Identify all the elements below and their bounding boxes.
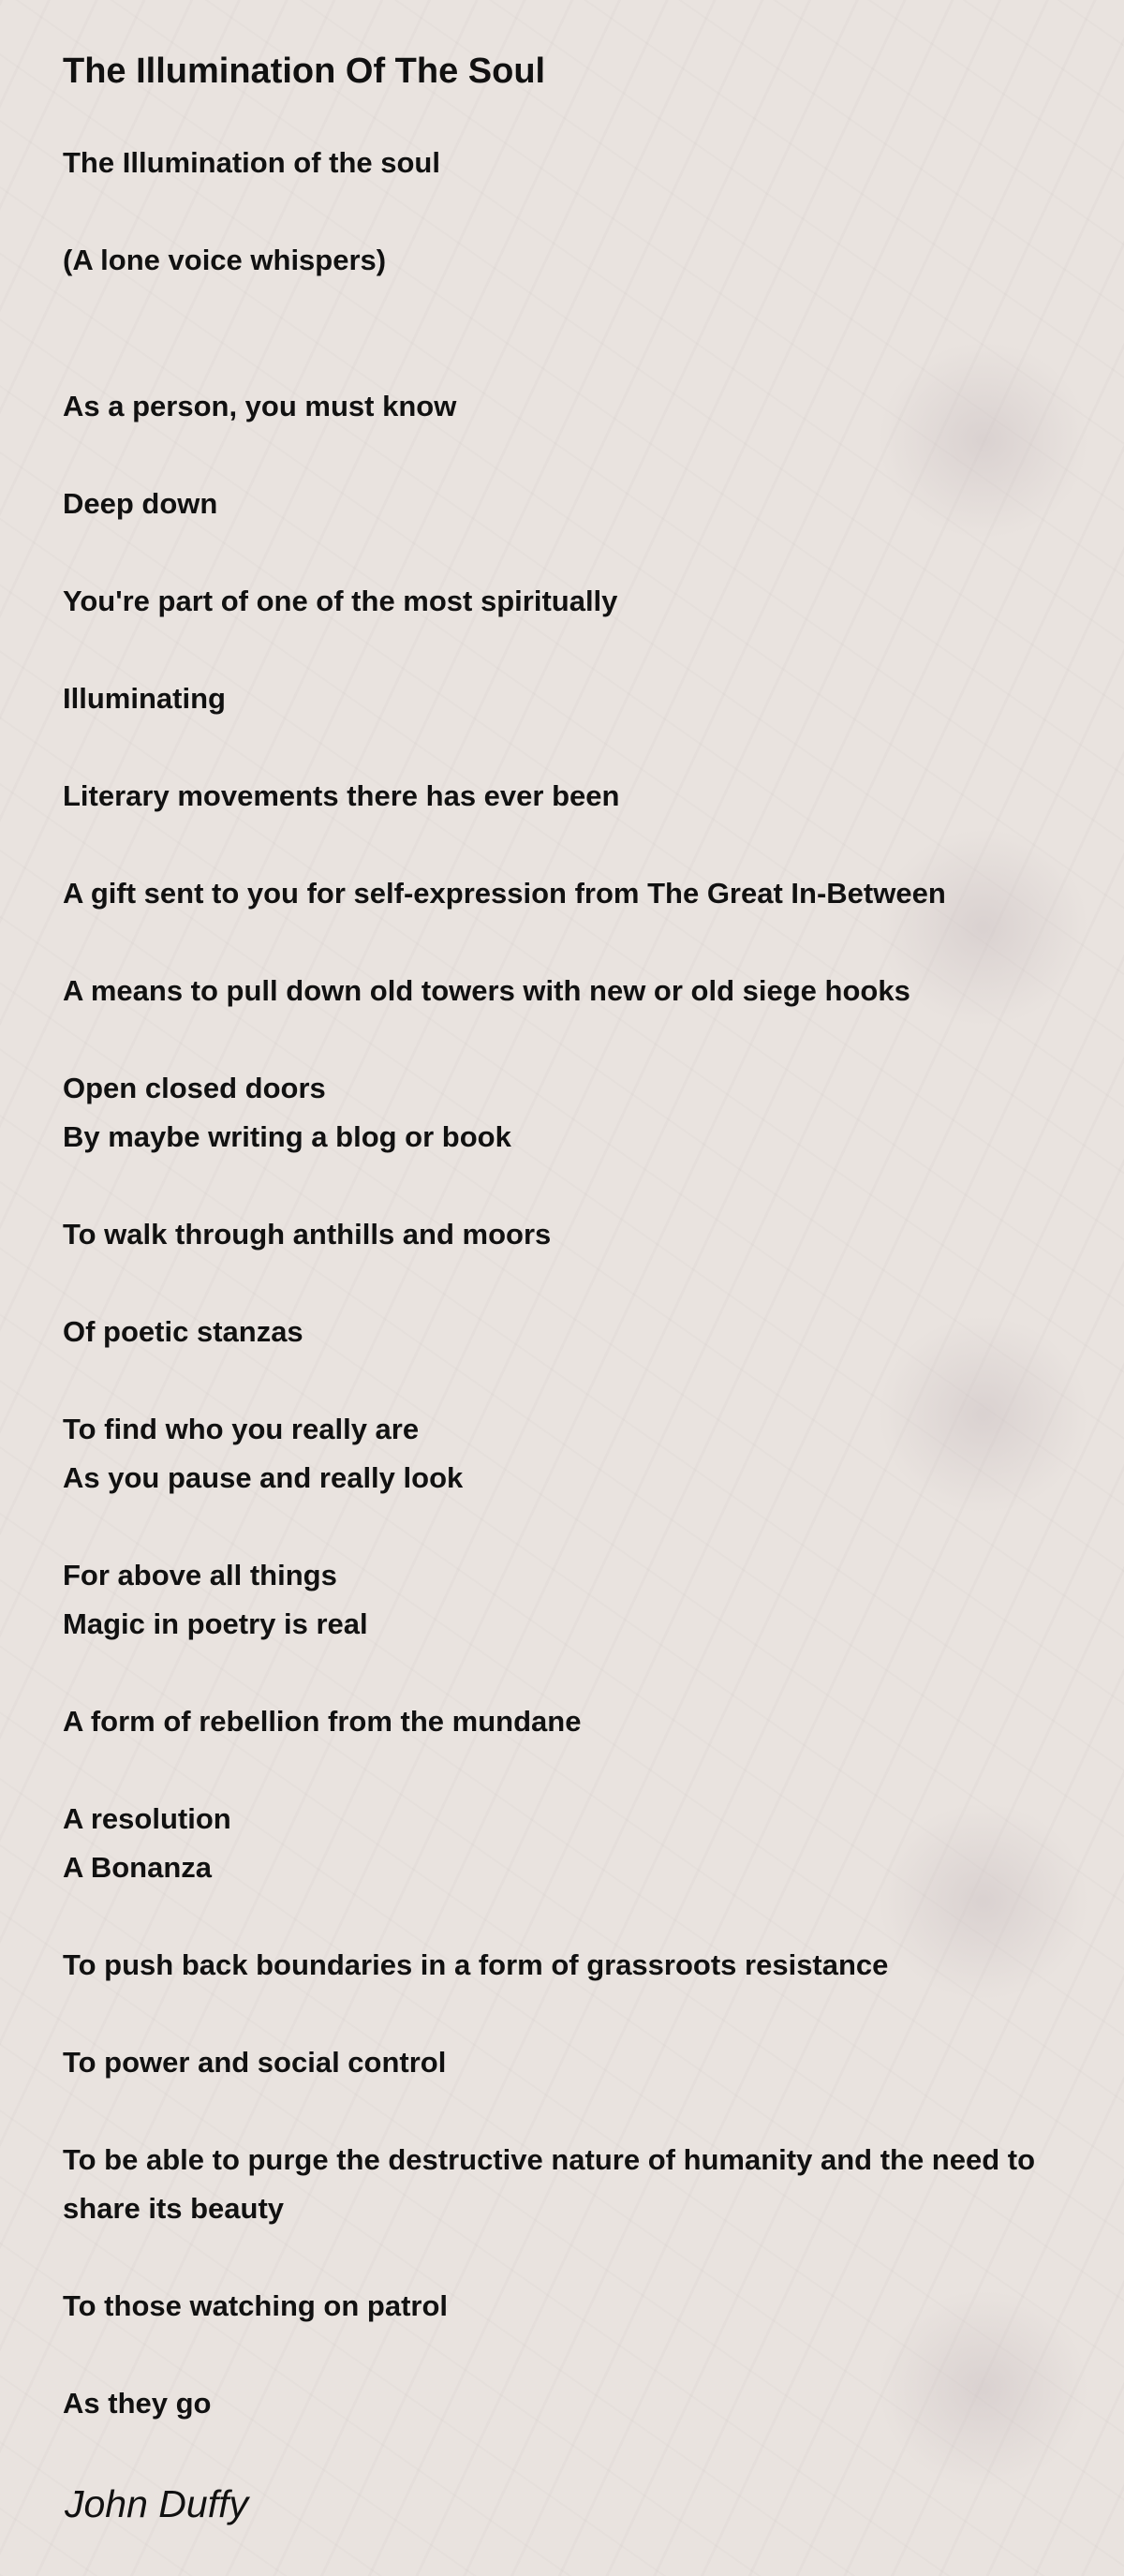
poem-line: A gift sent to you for self-expression from The Great In-Between [63, 877, 946, 910]
poem-line: Of poetic stanzas [63, 1315, 303, 1348]
poem-line: Magic in poetry is real [63, 1607, 368, 1640]
stanza [63, 139, 1056, 187]
poem-line: As they go [63, 2387, 212, 2420]
poem-line: (A lone voice whispers) [63, 244, 387, 276]
poem-line: To push back boundaries in a form of grassroots resistance [63, 1948, 889, 1981]
stanza [63, 1697, 1056, 1746]
stanza [63, 2379, 1056, 2428]
stanza [63, 1795, 1056, 1892]
stanza [63, 1210, 1056, 1259]
stanza [63, 2038, 1056, 2087]
poem-line: To those watching on patrol [63, 2289, 449, 2322]
stanza [63, 236, 1056, 285]
stanza [63, 869, 1056, 918]
stanza [63, 577, 1056, 626]
poem-title: The Illumination Of The Soul [63, 52, 546, 91]
poem-line: As a person, you must know [63, 390, 457, 422]
poem-line: To power and social control [63, 2046, 447, 2079]
stanza [63, 1551, 1056, 1649]
poem-line: To walk through anthills and moors [63, 1218, 552, 1251]
stanza-spacer [63, 333, 1056, 382]
poem-line: For above all things [63, 1559, 337, 1591]
stanza [63, 772, 1056, 821]
stanza [63, 674, 1056, 723]
poem-line: A form of rebellion from the mundane [63, 1705, 582, 1738]
stanza [63, 1941, 1056, 1990]
poem-line: A Bonanza [63, 1851, 213, 1884]
stanza [63, 2136, 1056, 2233]
stanza [63, 1405, 1056, 1503]
poem-line: You're part of one of the most spiritually [63, 585, 618, 617]
stanza [63, 480, 1056, 528]
poem-line: Literary movements there has ever been [63, 779, 620, 812]
poem-line: The Illumination of the soul [63, 146, 440, 179]
poem-line: As you pause and really look [63, 1461, 464, 1494]
poem-line: To be able to purge the destructive nature of humanity and the need to share its beauty [63, 2143, 1036, 2225]
poem-line: To find who you really are [63, 1413, 420, 1445]
poem-line: A means to pull down old towers with new or old siege hooks [63, 974, 910, 1007]
poem-line: Illuminating [63, 682, 226, 715]
stanza [63, 1064, 1056, 1162]
stanza [63, 1308, 1056, 1356]
poem-author: John Duffy [65, 2482, 248, 2525]
poem-line: A resolution [63, 1802, 231, 1835]
poem-line: By maybe writing a blog or book [63, 1120, 511, 1153]
stanza [63, 2282, 1056, 2331]
stanza [63, 382, 1056, 431]
poem-body [63, 139, 1056, 2477]
poem-line: Open closed doors [63, 1072, 326, 1104]
stanza [63, 967, 1056, 1015]
poem-line: Deep down [63, 487, 218, 520]
